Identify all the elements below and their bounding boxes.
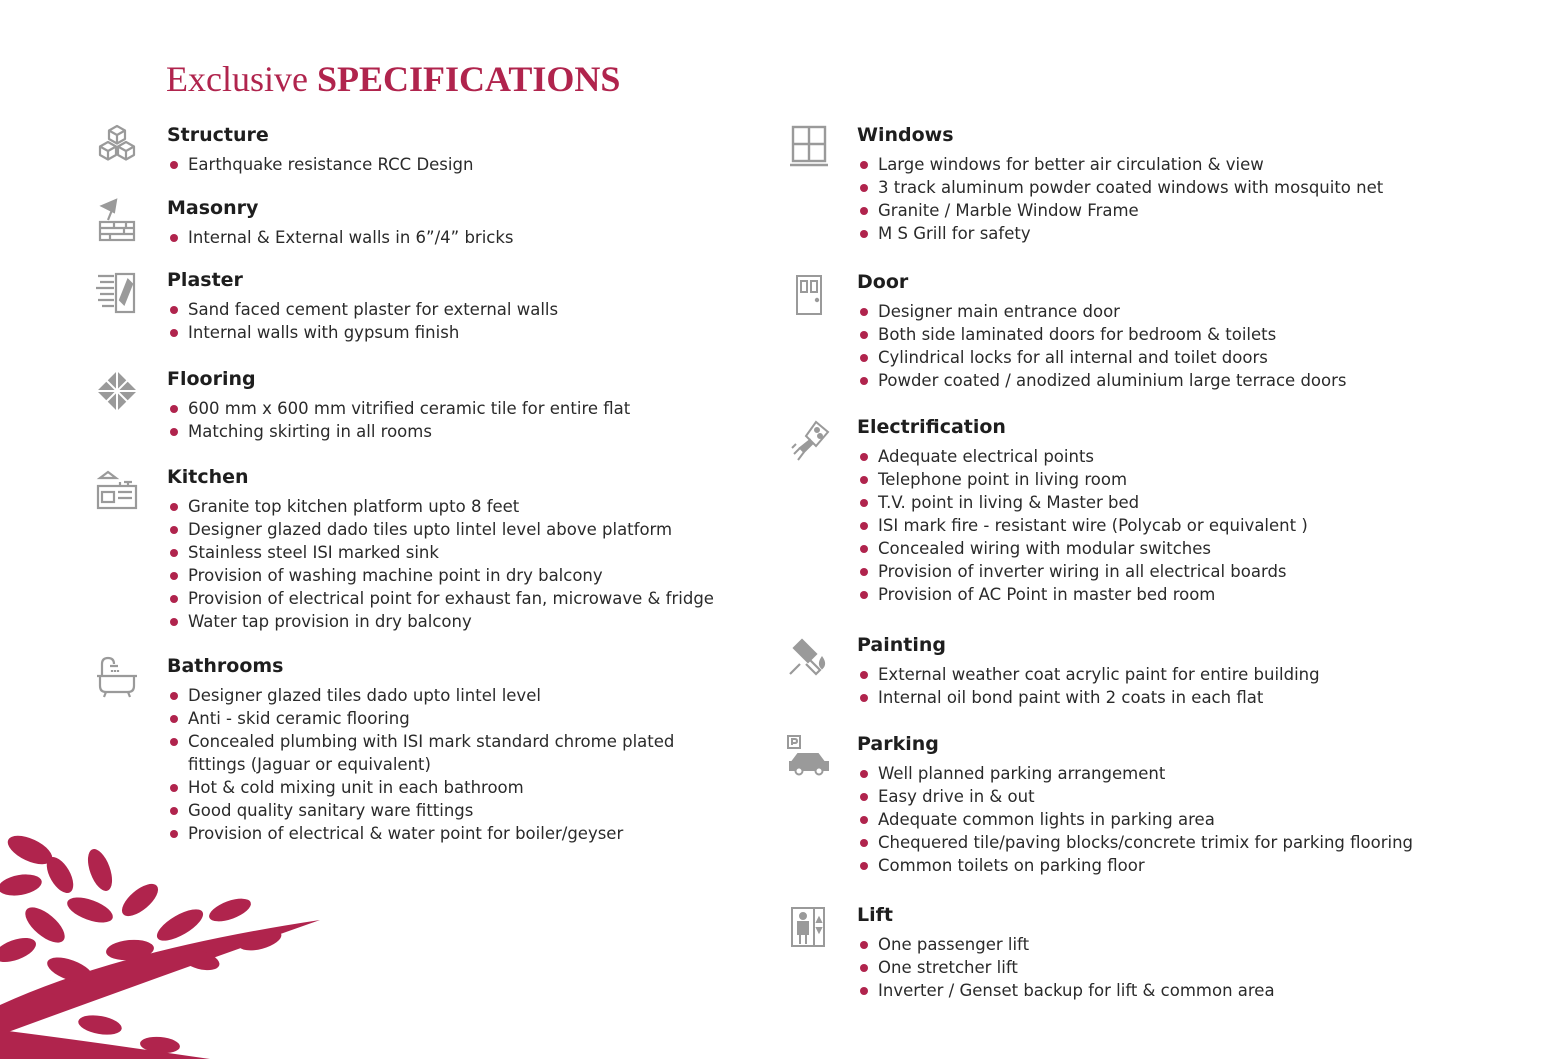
section-heading: Lift — [857, 904, 893, 926]
list-item: Adequate electrical points — [857, 445, 1497, 468]
section-heading: Parking — [857, 733, 939, 755]
list-item: Provision of electrical & water point for boiler/geyser — [167, 822, 747, 845]
item-list — [167, 298, 747, 344]
list-item: Cylindrical locks for all internal and toilet doors — [857, 346, 1497, 369]
paint-brush-icon — [786, 634, 832, 680]
list-item: Sand faced cement plaster for external walls — [167, 298, 747, 321]
section-heading: Kitchen — [167, 466, 249, 488]
list-item: Hot & cold mixing unit in each bathroom — [167, 776, 747, 799]
section-lift — [857, 903, 1497, 1002]
title-bold: SPECIFICATIONS — [316, 59, 621, 99]
item-list — [167, 495, 747, 633]
list-item: Internal walls with gypsum finish — [167, 321, 747, 344]
list-item: Internal oil bond paint with 2 coats in each flat — [857, 686, 1497, 709]
list-item: Easy drive in & out — [857, 785, 1497, 808]
list-item: ISI mark fire - resistant wire (Polycab or equivalent ) — [857, 514, 1497, 537]
list-item: One passenger lift — [857, 933, 1497, 956]
list-item: Internal & External walls in 6”/4” bricks — [167, 226, 747, 249]
section-windows — [857, 123, 1497, 245]
list-item: Anti - skid ceramic flooring — [167, 707, 747, 730]
list-item: Designer main entrance door — [857, 300, 1497, 323]
list-item: Good quality sanitary ware fittings — [167, 799, 747, 822]
section-door — [857, 270, 1497, 392]
list-item: Concealed plumbing with ISI mark standard chrome plated fittings (Jaguar or equivalent) — [167, 730, 708, 776]
section-masonry — [167, 196, 747, 249]
list-item: 600 mm x 600 mm vitrified ceramic tile for entire flat — [167, 397, 747, 420]
section-heading: Flooring — [167, 368, 256, 390]
item-list — [857, 933, 1497, 1002]
section-heading: Masonry — [167, 197, 259, 219]
kitchen-icon — [94, 466, 140, 512]
list-item: Chequered tile/paving blocks/concrete trimix for parking flooring — [857, 831, 1497, 854]
list-item: Provision of AC Point in master bed room — [857, 583, 1497, 606]
list-item: Designer glazed tiles dado upto lintel level — [167, 684, 747, 707]
electric-plug-icon — [786, 418, 832, 464]
item-list — [167, 397, 747, 443]
list-item: Common toilets on parking floor — [857, 854, 1497, 877]
item-list — [857, 153, 1497, 245]
list-item: Large windows for better air circulation & view — [857, 153, 1497, 176]
bathtub-icon — [94, 654, 140, 700]
list-item: Both side laminated doors for bedroom & toilets — [857, 323, 1497, 346]
list-item: M S Grill for safety — [857, 222, 1497, 245]
section-heading: Structure — [167, 124, 269, 146]
plaster-wall-icon — [94, 270, 140, 316]
parking-car-icon — [786, 734, 832, 780]
list-item: Matching skirting in all rooms — [167, 420, 747, 443]
list-item: Granite top kitchen platform upto 8 feet — [167, 495, 747, 518]
section-structure — [167, 123, 747, 176]
list-item: Powder coated / anodized aluminium large terrace doors — [857, 369, 1497, 392]
list-item: Well planned parking arrangement — [857, 762, 1497, 785]
item-list — [167, 226, 747, 249]
section-electrification — [857, 415, 1497, 606]
list-item: Concealed wiring with modular switches — [857, 537, 1497, 560]
door-icon — [786, 272, 832, 318]
item-list — [857, 445, 1497, 606]
list-item: One stretcher lift — [857, 956, 1497, 979]
section-parking — [857, 732, 1497, 877]
list-item: Granite / Marble Window Frame — [857, 199, 1497, 222]
section-heading: Windows — [857, 124, 954, 146]
list-item: T.V. point in living & Master bed — [857, 491, 1497, 514]
list-item: Designer glazed dado tiles upto lintel level above platform — [167, 518, 747, 541]
section-plaster — [167, 268, 747, 344]
list-item: Inverter / Genset backup for lift & common area — [857, 979, 1497, 1002]
list-item: Telephone point in living room — [857, 468, 1497, 491]
section-flooring — [167, 367, 747, 443]
list-item: Provision of inverter wiring in all electrical boards — [857, 560, 1497, 583]
section-bathrooms — [167, 654, 747, 845]
leaf-branch-decoration — [0, 830, 330, 1059]
section-heading: Plaster — [167, 269, 243, 291]
brick-trowel-icon — [94, 198, 140, 244]
item-list — [857, 300, 1497, 392]
list-item: Stainless steel ISI marked sink — [167, 541, 747, 564]
list-item: External weather coat acrylic paint for entire building — [857, 663, 1497, 686]
item-list — [857, 762, 1497, 877]
section-heading: Door — [857, 271, 909, 293]
item-list — [857, 663, 1497, 709]
section-kitchen — [167, 465, 747, 633]
window-icon — [786, 123, 832, 169]
list-item: Water tap provision in dry balcony — [167, 610, 747, 633]
floor-tiles-icon — [94, 368, 140, 414]
section-heading: Electrification — [857, 416, 1006, 438]
item-list — [167, 684, 747, 845]
list-item: Provision of electrical point for exhaust fan, microwave & fridge — [167, 587, 747, 610]
lift-icon — [786, 904, 832, 950]
cube-structure-icon — [94, 122, 140, 168]
item-list — [167, 153, 747, 176]
list-item: Adequate common lights in parking area — [857, 808, 1497, 831]
page-title — [166, 58, 620, 100]
section-heading: Painting — [857, 634, 946, 656]
title-light: Exclusive — [166, 59, 317, 99]
section-painting — [857, 633, 1497, 709]
list-item: Earthquake resistance RCC Design — [167, 153, 747, 176]
list-item: Provision of washing machine point in dry balcony — [167, 564, 747, 587]
list-item: 3 track aluminum powder coated windows with mosquito net — [857, 176, 1497, 199]
section-heading: Bathrooms — [167, 655, 284, 677]
